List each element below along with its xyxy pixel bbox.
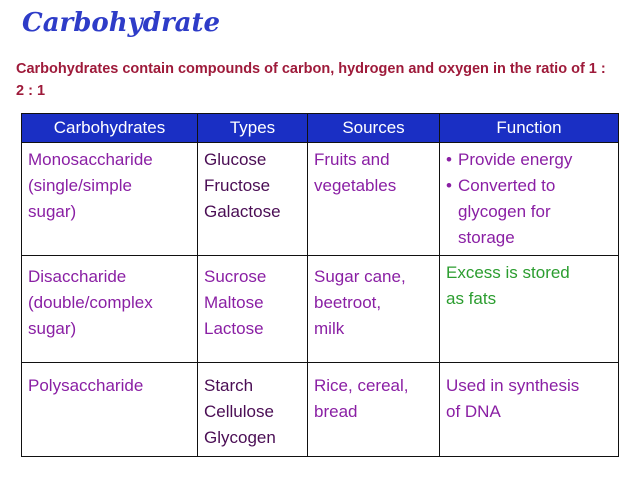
function-line: storage: [458, 228, 515, 247]
function-cell: [440, 363, 619, 457]
function-line: as fats: [446, 289, 497, 308]
page-subtitle: Carbohydrates contain compounds of carbon, hydrogen and oxygen in the ratio of 1 : 2 : 1: [16, 61, 606, 99]
carb-cell: [22, 363, 198, 457]
function-cell: [440, 256, 619, 363]
sources-cell: [308, 363, 440, 457]
function-bullet: • Provide energy: [446, 147, 612, 173]
types-cell: [198, 143, 308, 256]
source-text: Rice, cereal,: [314, 376, 409, 395]
table-row: [22, 143, 619, 256]
type-item: Lactose: [204, 319, 264, 338]
types-cell: [198, 256, 308, 363]
function-cell: [440, 143, 619, 256]
type-item: Maltose: [204, 293, 264, 312]
header-function: Function: [440, 114, 619, 143]
type-item: Glucose: [204, 150, 267, 169]
carb-desc: sugar): [28, 319, 77, 338]
type-item: Starch: [204, 376, 254, 395]
types-cell: [198, 363, 308, 457]
function-line: Used in synthesis: [446, 376, 580, 395]
function-line: glycogen for: [458, 202, 551, 221]
carb-desc: (single/simple: [28, 176, 132, 195]
type-item: Sucrose: [204, 267, 267, 286]
source-text: Fruits and: [314, 150, 390, 169]
source-text: beetroot,: [314, 293, 382, 312]
function-bullet: [446, 173, 612, 251]
source-text: milk: [314, 319, 345, 338]
table-header-row: [22, 114, 619, 143]
sources-cell: [308, 143, 440, 256]
type-item: Fructose: [204, 176, 271, 195]
table-row: [22, 256, 619, 363]
source-text: vegetables: [314, 176, 397, 195]
sources-cell: [308, 256, 440, 363]
source-text: Sugar cane,: [314, 267, 406, 286]
carbohydrate-table: [21, 113, 619, 457]
page-title: Carbohydrate: [22, 8, 221, 38]
type-item: Cellulose: [204, 402, 274, 421]
carb-desc: sugar): [28, 202, 77, 221]
carb-cell: [22, 256, 198, 363]
function-line: Converted to: [458, 176, 556, 195]
table-row: [22, 363, 619, 457]
function-line: Excess is stored: [446, 263, 570, 282]
carb-cell: [22, 143, 198, 256]
header-carbohydrates: Carbohydrates: [22, 114, 198, 143]
type-item: Glycogen: [204, 428, 276, 447]
header-types: Types: [198, 114, 308, 143]
carb-name: Disaccharide: [28, 267, 127, 286]
source-text: bread: [314, 402, 358, 421]
header-sources: Sources: [308, 114, 440, 143]
carb-name: Polysaccharide: [28, 376, 144, 395]
carb-desc: (double/complex: [28, 293, 153, 312]
type-item: Galactose: [204, 202, 281, 221]
carb-name: Monosaccharide: [28, 150, 153, 169]
function-line: of DNA: [446, 402, 501, 421]
